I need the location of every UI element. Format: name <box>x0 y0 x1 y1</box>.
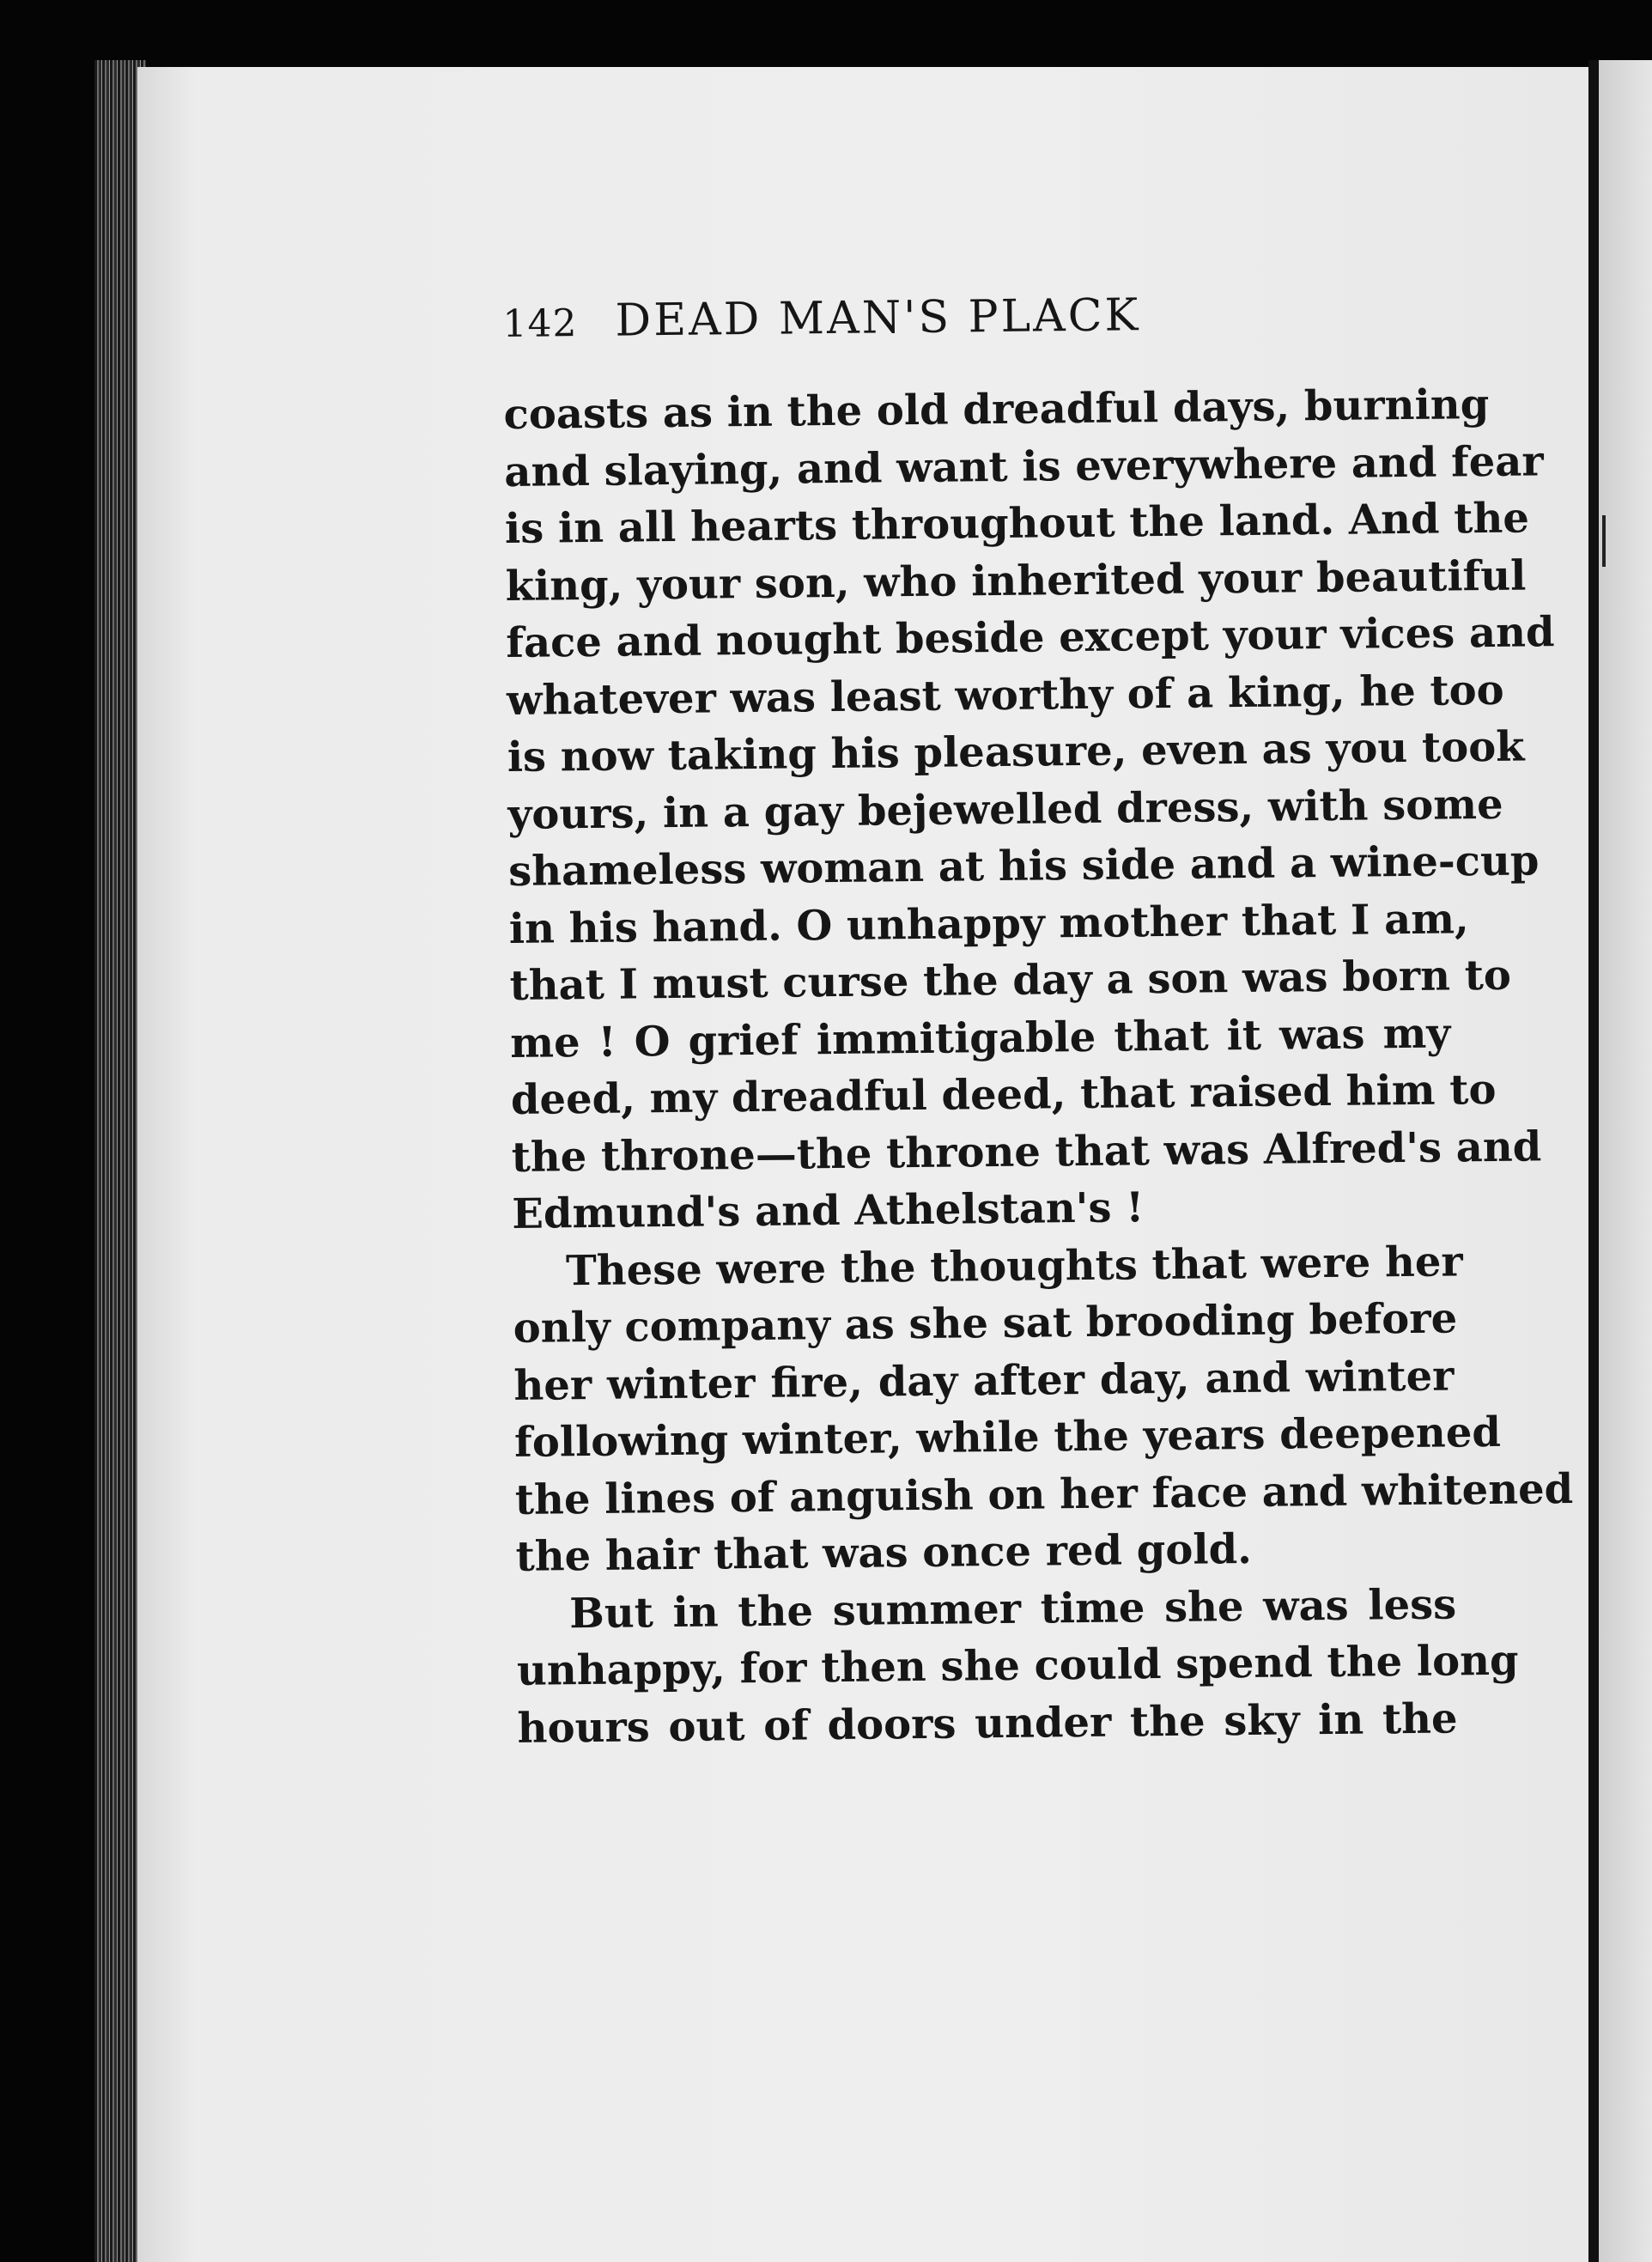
text-line: in his hand. O unhappy mother that I am, <box>508 894 1469 953</box>
text-line: the lines of anguish on her face and whitened <box>514 1464 1574 1524</box>
page-number: 142 <box>502 301 578 346</box>
page-text <box>502 274 1574 1757</box>
text-line: unhappy, for then she could spend the long <box>516 1636 1519 1695</box>
text-line: only company as she sat brooding before <box>513 1294 1458 1353</box>
text-line: following winter, while the years deepened <box>513 1408 1502 1467</box>
text-line: whatever was least worthy of a king, he too <box>506 666 1504 725</box>
facing-page-edge <box>1599 60 1652 2262</box>
text-line: the hair that was once red gold. <box>515 1524 1253 1581</box>
text-line: and slaying, and want is everywhere and fear <box>504 436 1544 496</box>
text-line: coasts as in the old dreadful days, burning <box>503 380 1490 439</box>
text-line: face and nought beside except your vices and <box>506 608 1555 667</box>
text-line: the throne—the throne that was Alfred's and <box>511 1122 1542 1182</box>
text-line: her winter fire, day after day, and winter <box>513 1351 1455 1410</box>
text-line: yours, in a gay bejewelled dress, with some <box>507 780 1503 839</box>
running-title: DEAD MAN'S PLACK <box>615 289 1141 347</box>
running-head <box>502 274 1443 386</box>
text-line: is now taking his pleasure, even as you took <box>507 722 1525 781</box>
binding-gutter <box>1588 60 1599 2262</box>
text-line: These were the thoughts that were her <box>565 1237 1463 1295</box>
text-line: me ! O grief immitigable that it was my <box>509 1008 1451 1067</box>
text-line: hours out of doors under the sky in the <box>517 1693 1458 1753</box>
text-line: that I must curse the day a son was born to <box>509 951 1512 1010</box>
text-line: king, your son, who inherited your beautiful <box>505 551 1527 611</box>
text-line: is in all hearts throughout the land. And the <box>504 494 1530 553</box>
text-line: Edmund's and Athelstan's ! <box>512 1183 1145 1238</box>
text-line: But in the summer time she was less <box>568 1579 1457 1638</box>
edge-mark <box>1602 515 1606 567</box>
text-line: deed, my dreadful deed, that raised him to <box>510 1065 1497 1124</box>
text-line: shameless woman at his side and a wine-cup <box>507 836 1540 896</box>
